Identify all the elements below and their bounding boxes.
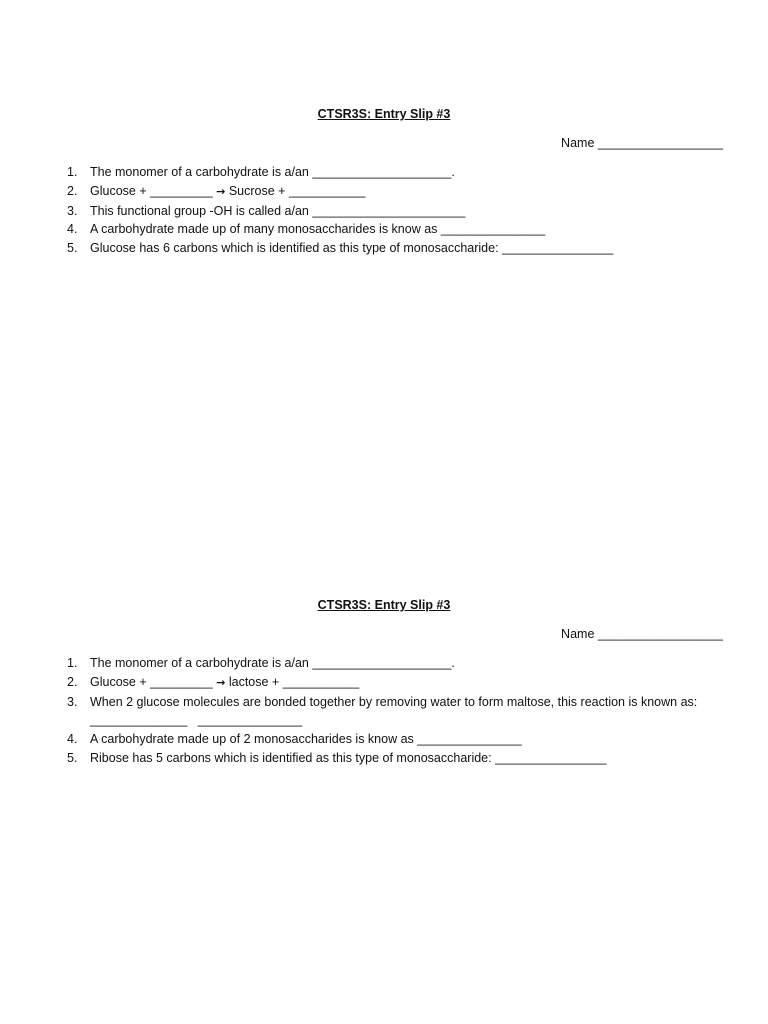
- question-text-after-arrow: Sucrose + ___________: [225, 183, 366, 198]
- slip-title: CTSR3S: Entry Slip #3: [317, 107, 451, 121]
- question-number: 1.: [67, 656, 78, 670]
- question-item: [0, 654, 768, 673]
- question-text: [90, 182, 730, 202]
- question-number: 3.: [67, 694, 78, 709]
- question-text: The monomer of a carbohydrate is a/an ____________________.: [90, 165, 455, 179]
- question-number: 3.: [67, 203, 78, 218]
- question-number: 2.: [67, 183, 78, 198]
- question-text: Ribose has 5 carbons which is identified as this type of monosaccharide: ________________: [90, 750, 607, 765]
- question-item: [0, 182, 768, 202]
- question-text: This functional group -OH is called a/an ______________________: [90, 203, 466, 218]
- question-number: 2.: [67, 674, 78, 689]
- question-answer-blanks: ______________ _______________: [90, 713, 303, 728]
- question-number: 5.: [67, 750, 78, 765]
- question-item: [0, 163, 768, 182]
- question-text: Glucose has 6 carbons which is identified as this type of monosaccharide: ________________: [90, 241, 614, 256]
- question-text: When 2 glucose molecules are bonded together by removing water to form maltose, this reaction is known as:: [90, 694, 698, 709]
- right-arrow-icon: →: [216, 184, 226, 198]
- question-text: A carbohydrate made up of 2 monosaccharides is know as _______________: [90, 732, 522, 747]
- question-item: [0, 220, 768, 239]
- question-item: [0, 202, 768, 221]
- question-number: 4.: [67, 222, 78, 237]
- question-text: [90, 673, 730, 693]
- name-field: [500, 135, 723, 151]
- question-text-before-arrow: Glucose + _________: [90, 674, 217, 689]
- name-label: Name: [561, 136, 595, 150]
- question-item: [0, 693, 768, 731]
- question-item: [0, 239, 768, 258]
- question-list: [0, 654, 768, 768]
- question-text: A carbohydrate made up of many monosaccharides is know as _______________: [90, 222, 546, 237]
- name-blank: __________________: [594, 136, 723, 150]
- question-list: [0, 163, 768, 258]
- question-number: 4.: [67, 732, 78, 747]
- question-number: 5.: [67, 241, 78, 256]
- name-label: Name: [561, 627, 595, 641]
- right-arrow-icon: →: [216, 675, 226, 689]
- name-field: [500, 626, 723, 642]
- question-item: [0, 730, 768, 749]
- name-blank: __________________: [594, 627, 723, 641]
- slip-title: CTSR3S: Entry Slip #3: [317, 598, 451, 612]
- question-number: 1.: [67, 165, 78, 179]
- question-item: [0, 673, 768, 693]
- question-text-after-arrow: lactose + ___________: [225, 674, 360, 689]
- question-text: The monomer of a carbohydrate is a/an ____________________.: [90, 656, 455, 670]
- question-text-before-arrow: Glucose + _________: [90, 183, 217, 198]
- question-item: [0, 749, 768, 768]
